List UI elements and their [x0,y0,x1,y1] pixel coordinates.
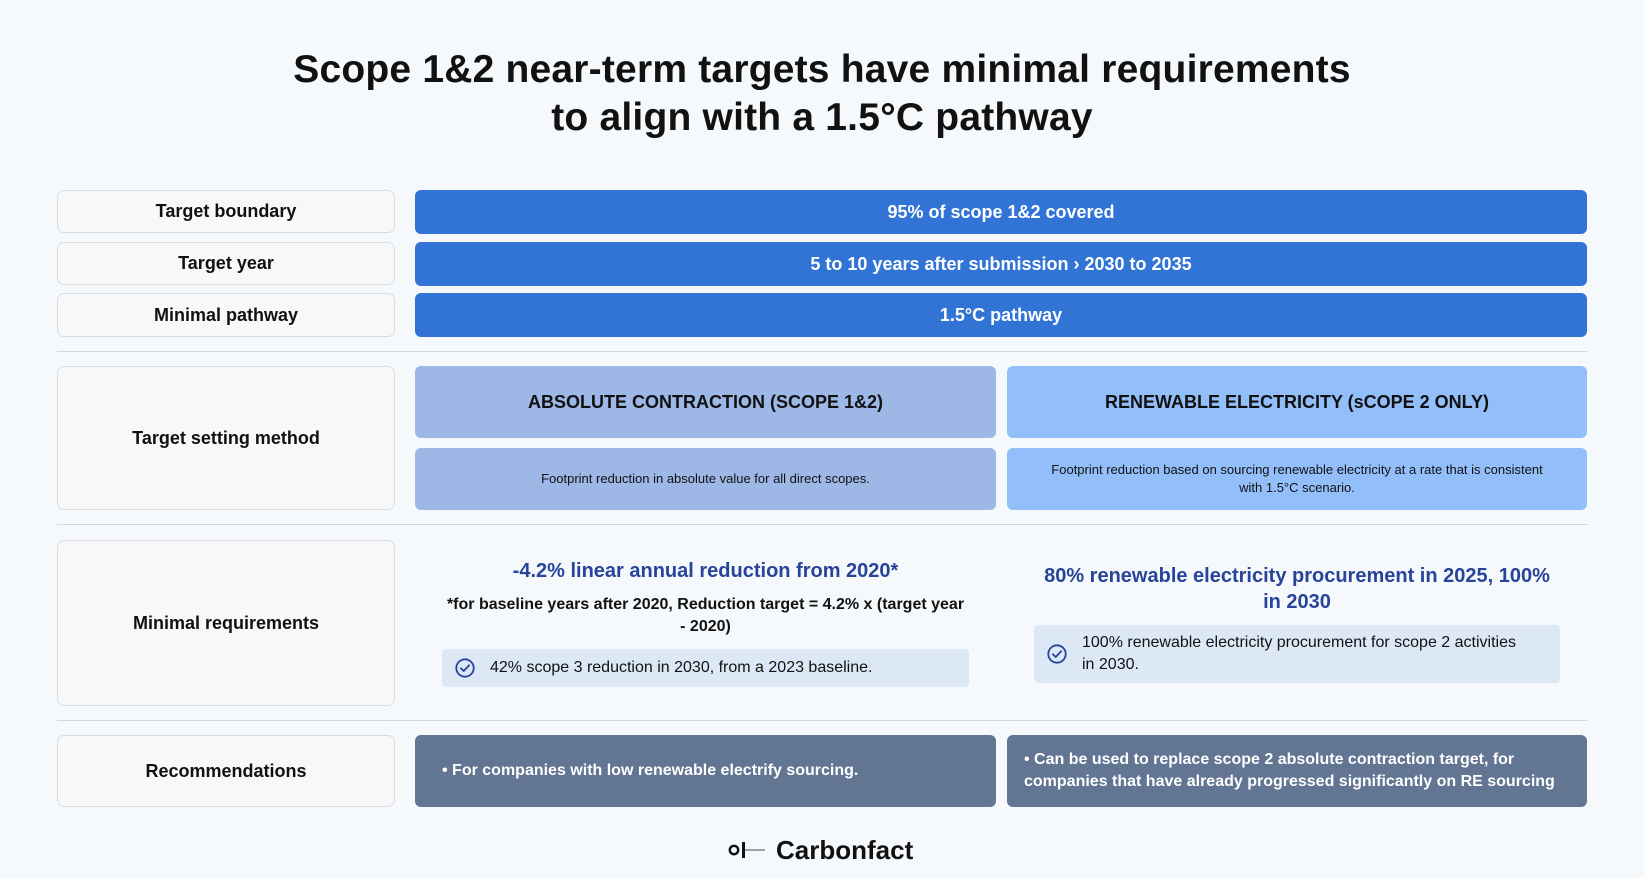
renewable-electricity-description: Footprint reduction based on sourcing renewable electricity at a rate that is consistent with 1.5°C scenario. [1007,448,1587,510]
absolute-requirement-note: *for baseline years after 2020, Reduction target = 4.2% x (target year - 2020) [446,596,965,635]
absolute-recommendation: • For companies with low renewable electrify sourcing. [415,735,996,807]
renewable-electricity-header: RENEWABLE ELECTRICITY (sCOPE 2 ONLY) [1007,366,1587,438]
check-circle-icon [1046,643,1068,665]
absolute-contraction-header: ABSOLUTE CONTRACTION (SCOPE 1&2) [415,366,996,438]
page-title [0,46,1644,142]
target-setting-method-label: Target setting method [57,366,395,510]
recommendations-label: Recommendations [57,735,395,807]
target-year-value: 5 to 10 years after submission › 2030 to 2035 [415,242,1587,286]
absolute-requirement-chip [442,649,969,687]
renewable-requirement-title: 80% renewable electricity procurement in 2025, 100% in 2030 [1044,565,1550,613]
title-line-2: to align with a 1.5°C pathway [551,96,1093,139]
brand-name: Carbonfact [776,834,914,865]
minimal-requirements-label: Minimal requirements [57,540,395,706]
target-boundary-value: 95% of scope 1&2 covered [415,190,1587,234]
minimal-pathway-value: 1.5°C pathway [415,293,1587,337]
renewable-requirement-chip [1034,625,1560,683]
carbonfact-logo [728,832,913,868]
title-line-1: Scope 1&2 near-term targets have minimal requirements [293,48,1351,91]
divider [57,524,1587,525]
absolute-contraction-description: Footprint reduction in absolute value for all direct scopes. [415,448,996,510]
carbonfact-logo-icon [728,840,766,860]
target-boundary-label: Target boundary [57,190,395,233]
renewable-recommendation: • Can be used to replace scope 2 absolute contraction target, for companies that have already progressed significantly on RE sourcing [1007,735,1587,807]
renewable-requirement-chip-text: 100% renewable electricity procurement for scope 2 activities in 2030. [1082,634,1516,673]
target-year-label: Target year [57,242,395,285]
divider [57,351,1587,352]
divider [57,720,1587,721]
absolute-requirement-chip-text: 42% scope 3 reduction in 2030, from a 2023 baseline. [490,659,873,676]
minimal-pathway-label: Minimal pathway [57,293,395,337]
absolute-requirement-title: -4.2% linear annual reduction from 2020* [512,560,899,582]
check-circle-icon [454,657,476,679]
